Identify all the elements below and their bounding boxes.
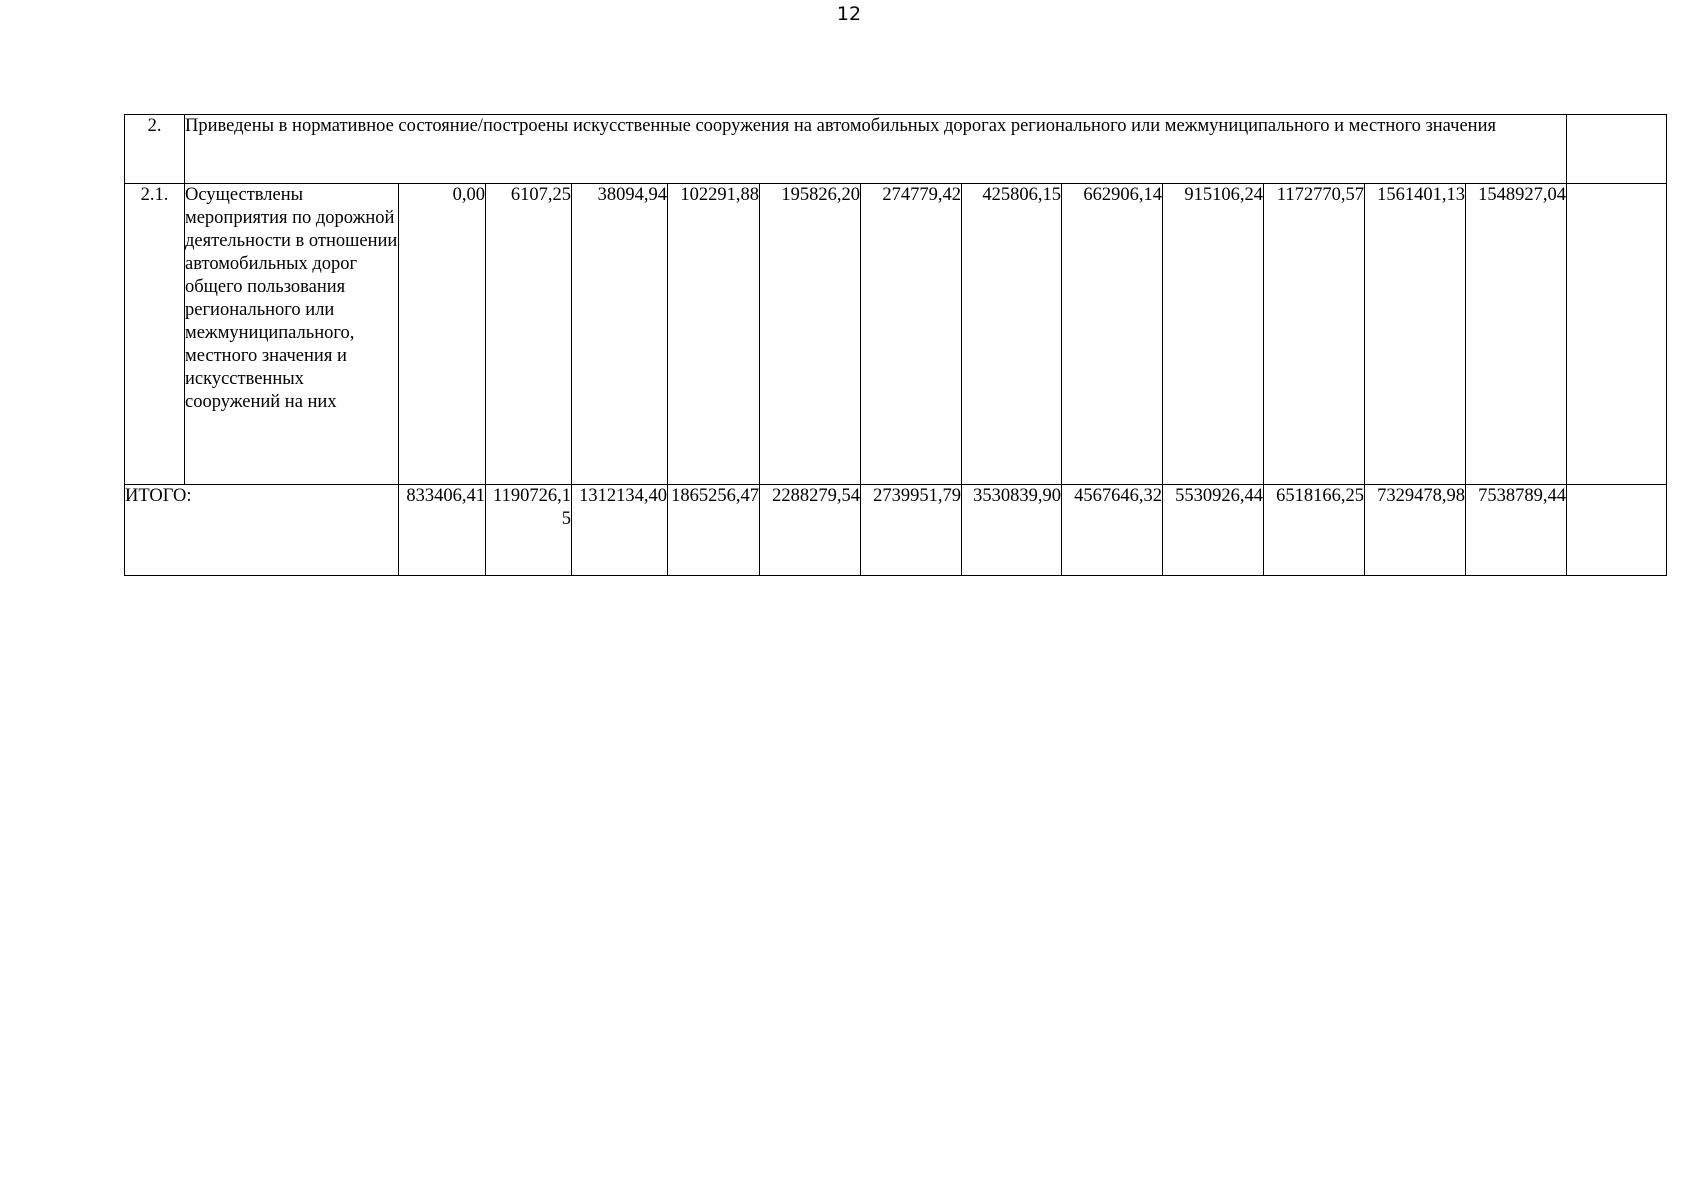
item-value: 38094,94 [572, 184, 668, 485]
item-value: 102291,88 [668, 184, 760, 485]
item-value: 274779,42 [861, 184, 962, 485]
total-value: 7538789,44 [1466, 485, 1567, 576]
empty-cell [1567, 184, 1667, 485]
total-value: 2739951,79 [861, 485, 962, 576]
item-value: 1561401,13 [1365, 184, 1466, 485]
section-row [125, 115, 1667, 184]
section-title: Приведены в нормативное состояние/построены искусственные сооружения на автомобильных дорогах регионального или межмуниципального и местного значения [185, 115, 1567, 184]
total-label: ИТОГО: [125, 485, 399, 576]
total-value: 1312134,40 [572, 485, 668, 576]
empty-cell [1567, 115, 1667, 184]
item-row [125, 184, 1667, 485]
budget-table [124, 114, 1667, 576]
section-number: 2. [125, 115, 185, 184]
total-value: 7329478,98 [1365, 485, 1466, 576]
item-value: 915106,24 [1163, 184, 1264, 485]
total-value: 4567646,32 [1062, 485, 1163, 576]
item-value: 1172770,57 [1264, 184, 1365, 485]
page-number: 12 [836, 3, 862, 25]
total-row [125, 485, 1667, 576]
total-value: 5530926,44 [1163, 485, 1264, 576]
empty-cell [1567, 485, 1667, 576]
total-value: 3530839,90 [962, 485, 1062, 576]
total-value: 833406,41 [399, 485, 486, 576]
total-value: 1865256,47 [668, 485, 760, 576]
total-value: 2288279,54 [760, 485, 861, 576]
item-number: 2.1. [125, 184, 185, 485]
item-value: 1548927,04 [1466, 184, 1567, 485]
item-value: 0,00 [399, 184, 486, 485]
item-value: 195826,20 [760, 184, 861, 485]
item-value: 425806,15 [962, 184, 1062, 485]
item-value: 6107,25 [486, 184, 572, 485]
item-description: Осуществлены мероприятия по дорожной деятельности в отношении автомобильных дорог общего пользования регионального или межмуниципального, местного значения и искусственных сооружений на них [185, 184, 399, 485]
total-value: 1190726,15 [486, 485, 572, 576]
total-value: 6518166,25 [1264, 485, 1365, 576]
item-value: 662906,14 [1062, 184, 1163, 485]
